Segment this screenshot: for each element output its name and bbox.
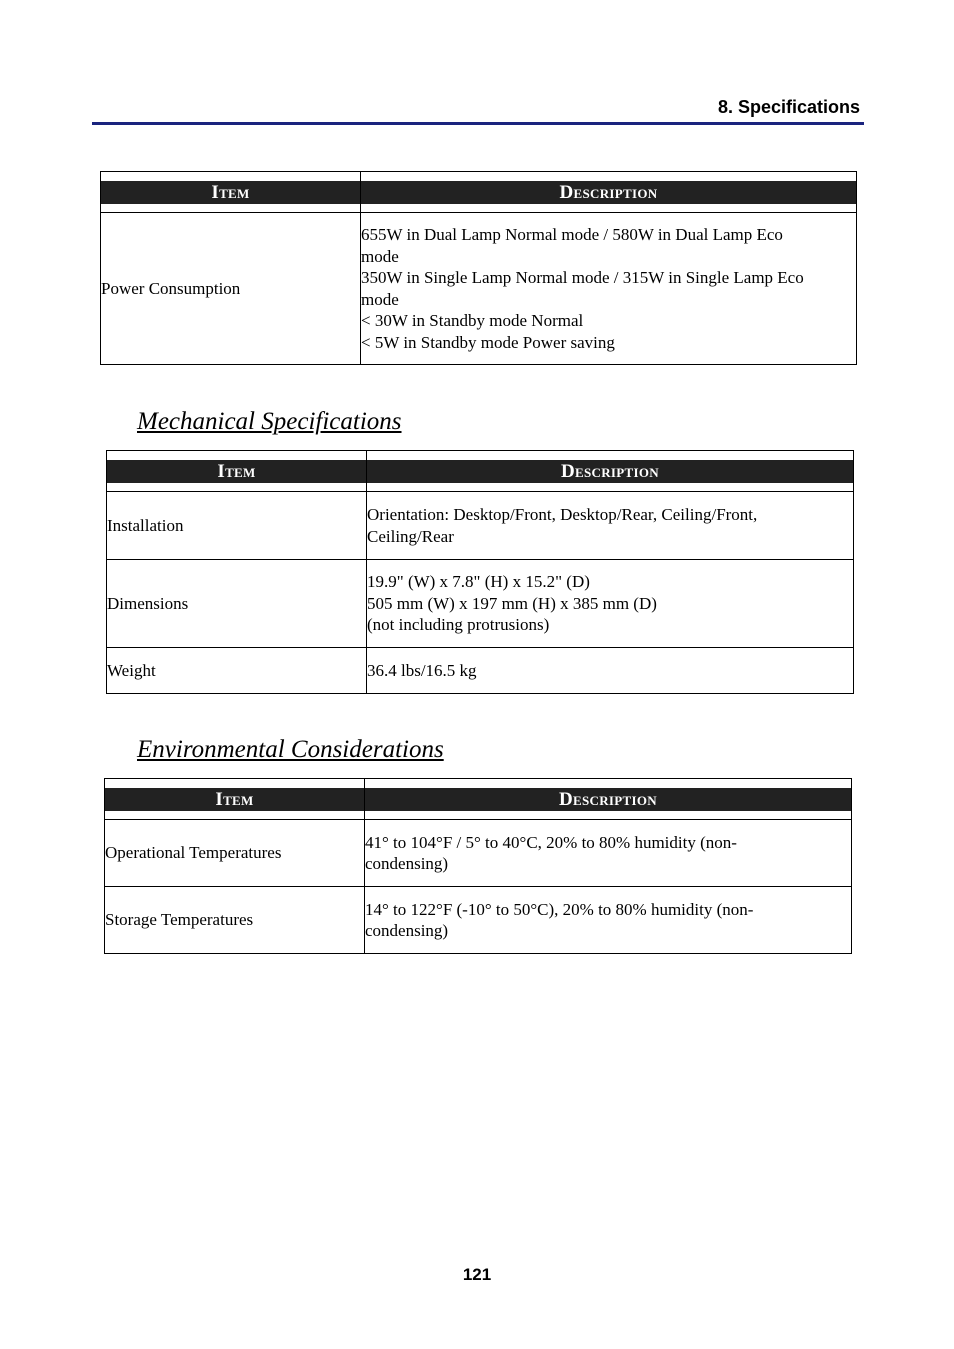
item-cell: Installation	[107, 492, 367, 560]
table-header-row	[107, 451, 854, 492]
running-header-title: 8. Specifications	[717, 97, 860, 117]
table-row	[105, 820, 852, 887]
power-spec-table	[100, 171, 857, 365]
header-cell-item: Item	[105, 779, 365, 820]
item-cell: Dimensions	[107, 560, 367, 648]
page-number: 121	[462, 1265, 492, 1284]
description-line: 350W in Single Lamp Normal mode / 315W in Single Lamp Eco	[361, 268, 804, 287]
table-row	[105, 887, 852, 954]
description-cell	[367, 492, 854, 560]
header-cell-description: Description	[365, 779, 852, 820]
description-cell	[365, 887, 852, 954]
section-title-mechanical: Mechanical Specifications	[137, 408, 402, 435]
description-line: (not including protrusions)	[367, 615, 550, 635]
description-line: 41° to 104°F / 5° to 40°C, 20% to 80% humidity (non-	[365, 832, 737, 852]
item-cell: Storage Temperatures	[105, 887, 365, 954]
description-line: 505 mm (W) x 197 mm (H) x 385 mm (D)	[367, 593, 657, 613]
table-row	[107, 560, 854, 648]
description-cell	[367, 648, 854, 694]
description-line: 14° to 122°F (-10° to 50°C), 20% to 80% humidity (non-	[365, 899, 754, 919]
item-cell: Weight	[107, 648, 367, 694]
section-title-environmental: Environmental Considerations	[137, 736, 444, 763]
description-line: mode	[361, 246, 399, 266]
header-rule	[92, 122, 864, 125]
description-line: condensing)	[365, 921, 449, 940]
table-row	[107, 648, 854, 694]
description-cell	[361, 213, 857, 365]
header-cell-description: Description	[361, 172, 857, 213]
description-cell	[365, 820, 852, 887]
description-line: Orientation: Desktop/Front, Desktop/Rear, Ceiling/Front,	[367, 505, 758, 524]
description-line: < 30W in Standby mode Normal	[361, 311, 584, 330]
description-line: 36.4 lbs/16.5 kg	[367, 660, 477, 680]
table-header-row	[105, 779, 852, 820]
description-cell	[367, 560, 854, 648]
description-line: Ceiling/Rear	[367, 526, 454, 546]
header-cell-item: Item	[107, 451, 367, 492]
item-cell: Power Consumption	[101, 213, 361, 365]
description-line: 655W in Dual Lamp Normal mode / 580W in Dual Lamp Eco	[361, 225, 783, 244]
table-header-row	[101, 172, 857, 213]
header-cell-description: Description	[367, 451, 854, 492]
mechanical-spec-table	[106, 450, 854, 694]
item-cell: Operational Temperatures	[105, 820, 365, 887]
description-line: < 5W in Standby mode Power saving	[361, 332, 615, 352]
description-line: 19.9" (W) x 7.8" (H) x 15.2" (D)	[367, 572, 590, 592]
description-line: condensing)	[365, 854, 449, 873]
table-row	[101, 213, 857, 365]
description-line: mode	[361, 289, 399, 309]
environmental-spec-table	[104, 778, 852, 954]
table-row	[107, 492, 854, 560]
header-cell-item: Item	[101, 172, 361, 213]
